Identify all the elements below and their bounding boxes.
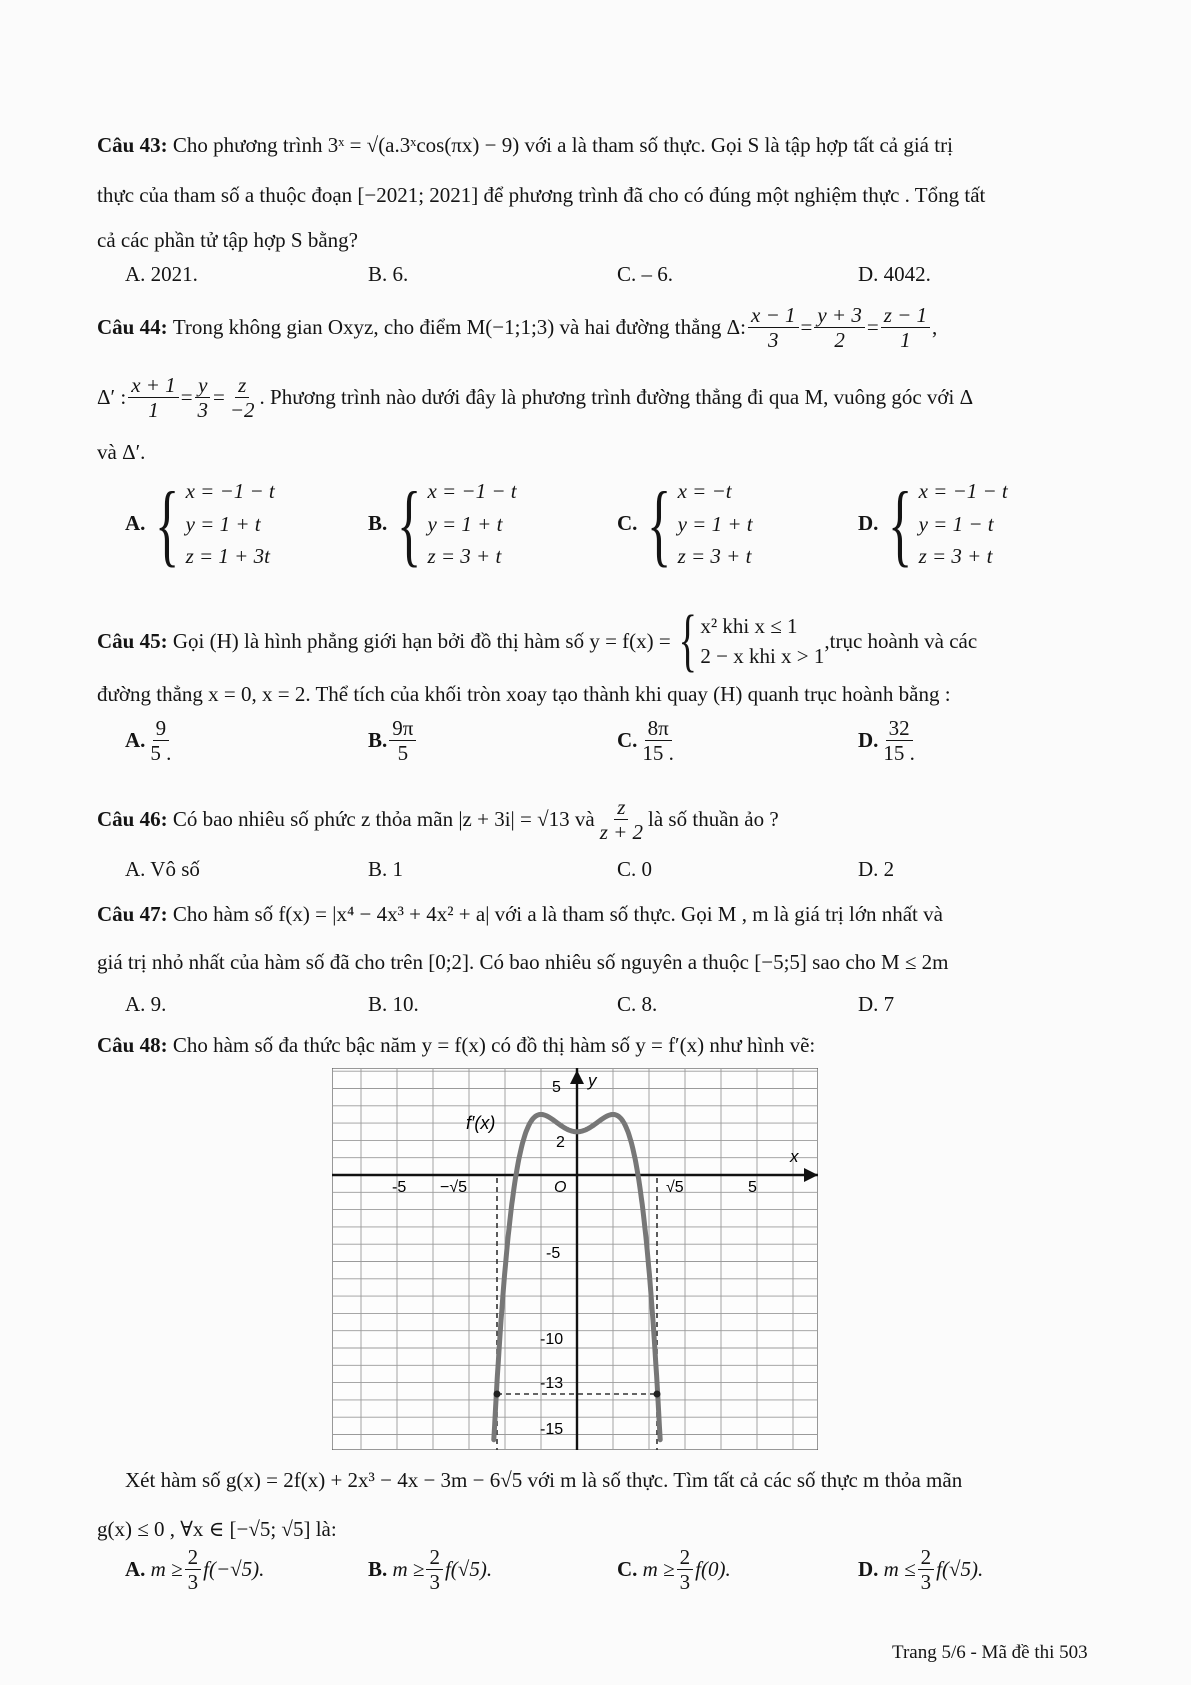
q47-option-c[interactable]: C. 8.: [617, 992, 658, 1016]
q44-line1: Trong không gian Oxyz, cho điểm M(−1;1;3) và hai đường thẳng Δ:: [172, 315, 747, 340]
q43-line3: cả các phần tử tập hợp S bằng?: [97, 228, 358, 252]
point-neg-sqrt5-neg13: [494, 1391, 501, 1398]
q48-option-d[interactable]: D. m ≤ $\frac{2}{3}$ f(√5).: [858, 1545, 984, 1595]
q44-delta-frac1: $\frac{x - 1}{3}$: [748, 303, 799, 352]
q44-option-a[interactable]: A. { x = −1 − t y = 1 + t z = 1 + 3t: [125, 472, 275, 575]
q46-option-d[interactable]: D. 2: [858, 857, 895, 881]
q44-option-d[interactable]: D. { x = −1 − t y = 1 − t z = 3 + t: [858, 472, 1008, 575]
q45-piecewise: { x² khi x ≤ 1 2 − x khi x > 1: [678, 602, 825, 679]
q46-option-b[interactable]: B. 1: [368, 857, 404, 881]
q45-option-a[interactable]: A. $\frac{9}{5 .}$: [125, 716, 172, 766]
q47-option-a[interactable]: A. 9.: [125, 992, 167, 1016]
question-47: Câu 47: Cho hàm số f(x) = |x⁴ − 4x³ + 4x² + a| với a là tham số thực. Gọi M , m là giá trị lớn nhất và: [97, 902, 943, 926]
q46-option-c[interactable]: C. 0: [617, 857, 653, 881]
q48-option-c[interactable]: C. m ≥ $\frac{2}{3}$ f(0).: [617, 1545, 731, 1595]
y-axis-label: y: [588, 1071, 597, 1090]
question-43: [97, 133, 953, 158]
tick-label-y-neg13: -13: [540, 1375, 564, 1392]
origin-label: O: [554, 1179, 567, 1196]
tick-label-x-neg-sqrt5: −√5: [440, 1179, 468, 1196]
graph-frame: [332, 1068, 818, 1450]
q45-option-c[interactable]: C. $\frac{8\pi}{15 .}$: [617, 716, 674, 766]
tick-label-x-sqrt5: √5: [666, 1179, 684, 1196]
q46-option-a[interactable]: A. Vô số: [125, 857, 200, 881]
question-45: Câu 45: Gọi (H) là hình phẳng giới hạn bởi đồ thị hàm số y = f(x) = { x² khi x ≤ 1 2 − x khi x > 1 ,trục hoành và các: [97, 602, 978, 679]
tick-label-y-neg15: -15: [540, 1421, 564, 1438]
q43-line1: Cho phương trình 3ˣ = √(a.3ˣcos(πx) − 9) với a là tham số thực. Gọi S là tập hợp tất cả giá trị: [172, 133, 953, 157]
question-46: Câu 46: Có bao nhiêu số phức z thỏa mãn |z + 3i| = √13 và $\frac{z}{z + 2}$ là số thuần ảo ?: [97, 795, 779, 845]
q44-line3: và Δ′.: [97, 440, 146, 464]
q48-option-b[interactable]: B. m ≥ $\frac{2}{3}$ f(√5).: [368, 1545, 493, 1595]
curve-label: f′(x): [466, 1113, 496, 1133]
q44-delta2-frac2: $\frac{y}{3}$: [195, 373, 212, 422]
q45-option-b[interactable]: B. $\frac{9\pi}{5}$: [368, 716, 418, 765]
q47-line2: giá trị nhỏ nhất của hàm số đã cho trên [0;2]. Có bao nhiêu số nguyên a thuộc [−5;5] sao cho M ≤ 2m: [97, 950, 949, 974]
x-axis-label: x: [790, 1147, 799, 1166]
q44-option-c[interactable]: C. { x = −t y = 1 + t z = 3 + t: [617, 472, 753, 575]
q48-line2: Xét hàm số g(x) = 2f(x) + 2x³ − 4x − 3m − 6√5 với m là số thực. Tìm tất cả các số thực m thỏa mãn: [125, 1468, 963, 1492]
tick-label-y2: 2: [556, 1134, 565, 1151]
q47-option-d[interactable]: D. 7: [858, 992, 895, 1016]
q44-delta-frac2: $\frac{y + 3}{2}$: [814, 303, 865, 352]
tick-label-y5: 5: [552, 1079, 561, 1096]
q43-option-c[interactable]: C. – 6.: [617, 262, 674, 286]
q45-option-d[interactable]: D. $\frac{32}{15 .}$: [858, 716, 915, 766]
tick-label-y-neg10: -10: [540, 1331, 564, 1348]
tick-label-x5: 5: [748, 1179, 757, 1196]
page-footer: Trang 5/6 - Mã đề thi 503: [892, 1642, 1088, 1663]
q43-option-b[interactable]: B. 6.: [368, 262, 409, 286]
q44-title: Câu 44:: [97, 315, 168, 340]
q48-line3: g(x) ≤ 0 , ∀x ∈ [−√5; √5] là:: [97, 1517, 337, 1541]
fprime-graph: [332, 1068, 818, 1450]
q44-delta2-frac1: $\frac{x + 1}{1}$: [128, 373, 179, 422]
point-sqrt5-neg13: [654, 1391, 661, 1398]
q43-option-a[interactable]: A. 2021.: [125, 262, 198, 286]
tick-label-x-neg5: -5: [392, 1179, 407, 1196]
q43-title: Câu 43:: [97, 133, 168, 157]
q44-delta-frac3: $\frac{z - 1}{1}$: [881, 303, 930, 352]
question-48: Câu 48: Cho hàm số đa thức bậc năm y = f(x) có đồ thị hàm số y = f′(x) như hình vẽ:: [97, 1033, 816, 1057]
q43-line2: thực của tham số a thuộc đoạn [−2021; 2021] để phương trình đã cho có đúng một nghiệm thực . Tổng tất: [97, 183, 986, 207]
q47-option-b[interactable]: B. 10.: [368, 992, 419, 1016]
q44-line2: Δ′ : $\frac{x + 1}{1}$ = $\frac{y}{3}$ = $\frac{z}{-2}$ . Phương trình nào dưới đây là phương trình đường thẳng đi qua M, vuông góc với Δ: [97, 373, 974, 423]
q48-option-a[interactable]: A. m ≥ $\frac{2}{3}$ f(−√5).: [125, 1545, 265, 1595]
q45-line2: đường thẳng x = 0, x = 2. Thể tích của khối tròn xoay tạo thành khi quay (H) quanh trục hoành bằng :: [97, 682, 951, 706]
q46-frac: $\frac{z}{z + 2}$: [599, 795, 644, 845]
question-44: Câu 44: Trong không gian Oxyz, cho điểm M(−1;1;3) và hai đường thẳng Δ: $\frac{x - 1}{3}$ = $\frac{y + 3}{2}$ = $\frac{z - 1}{1}$ ,: [97, 303, 938, 353]
q43-option-d[interactable]: D. 4042.: [858, 262, 931, 286]
q44-option-b[interactable]: B. { x = −1 − t y = 1 + t z = 3 + t: [368, 472, 517, 575]
tick-label-y-neg5: -5: [546, 1245, 561, 1262]
q44-delta2-frac3: $\frac{z}{-2}$: [229, 373, 255, 423]
